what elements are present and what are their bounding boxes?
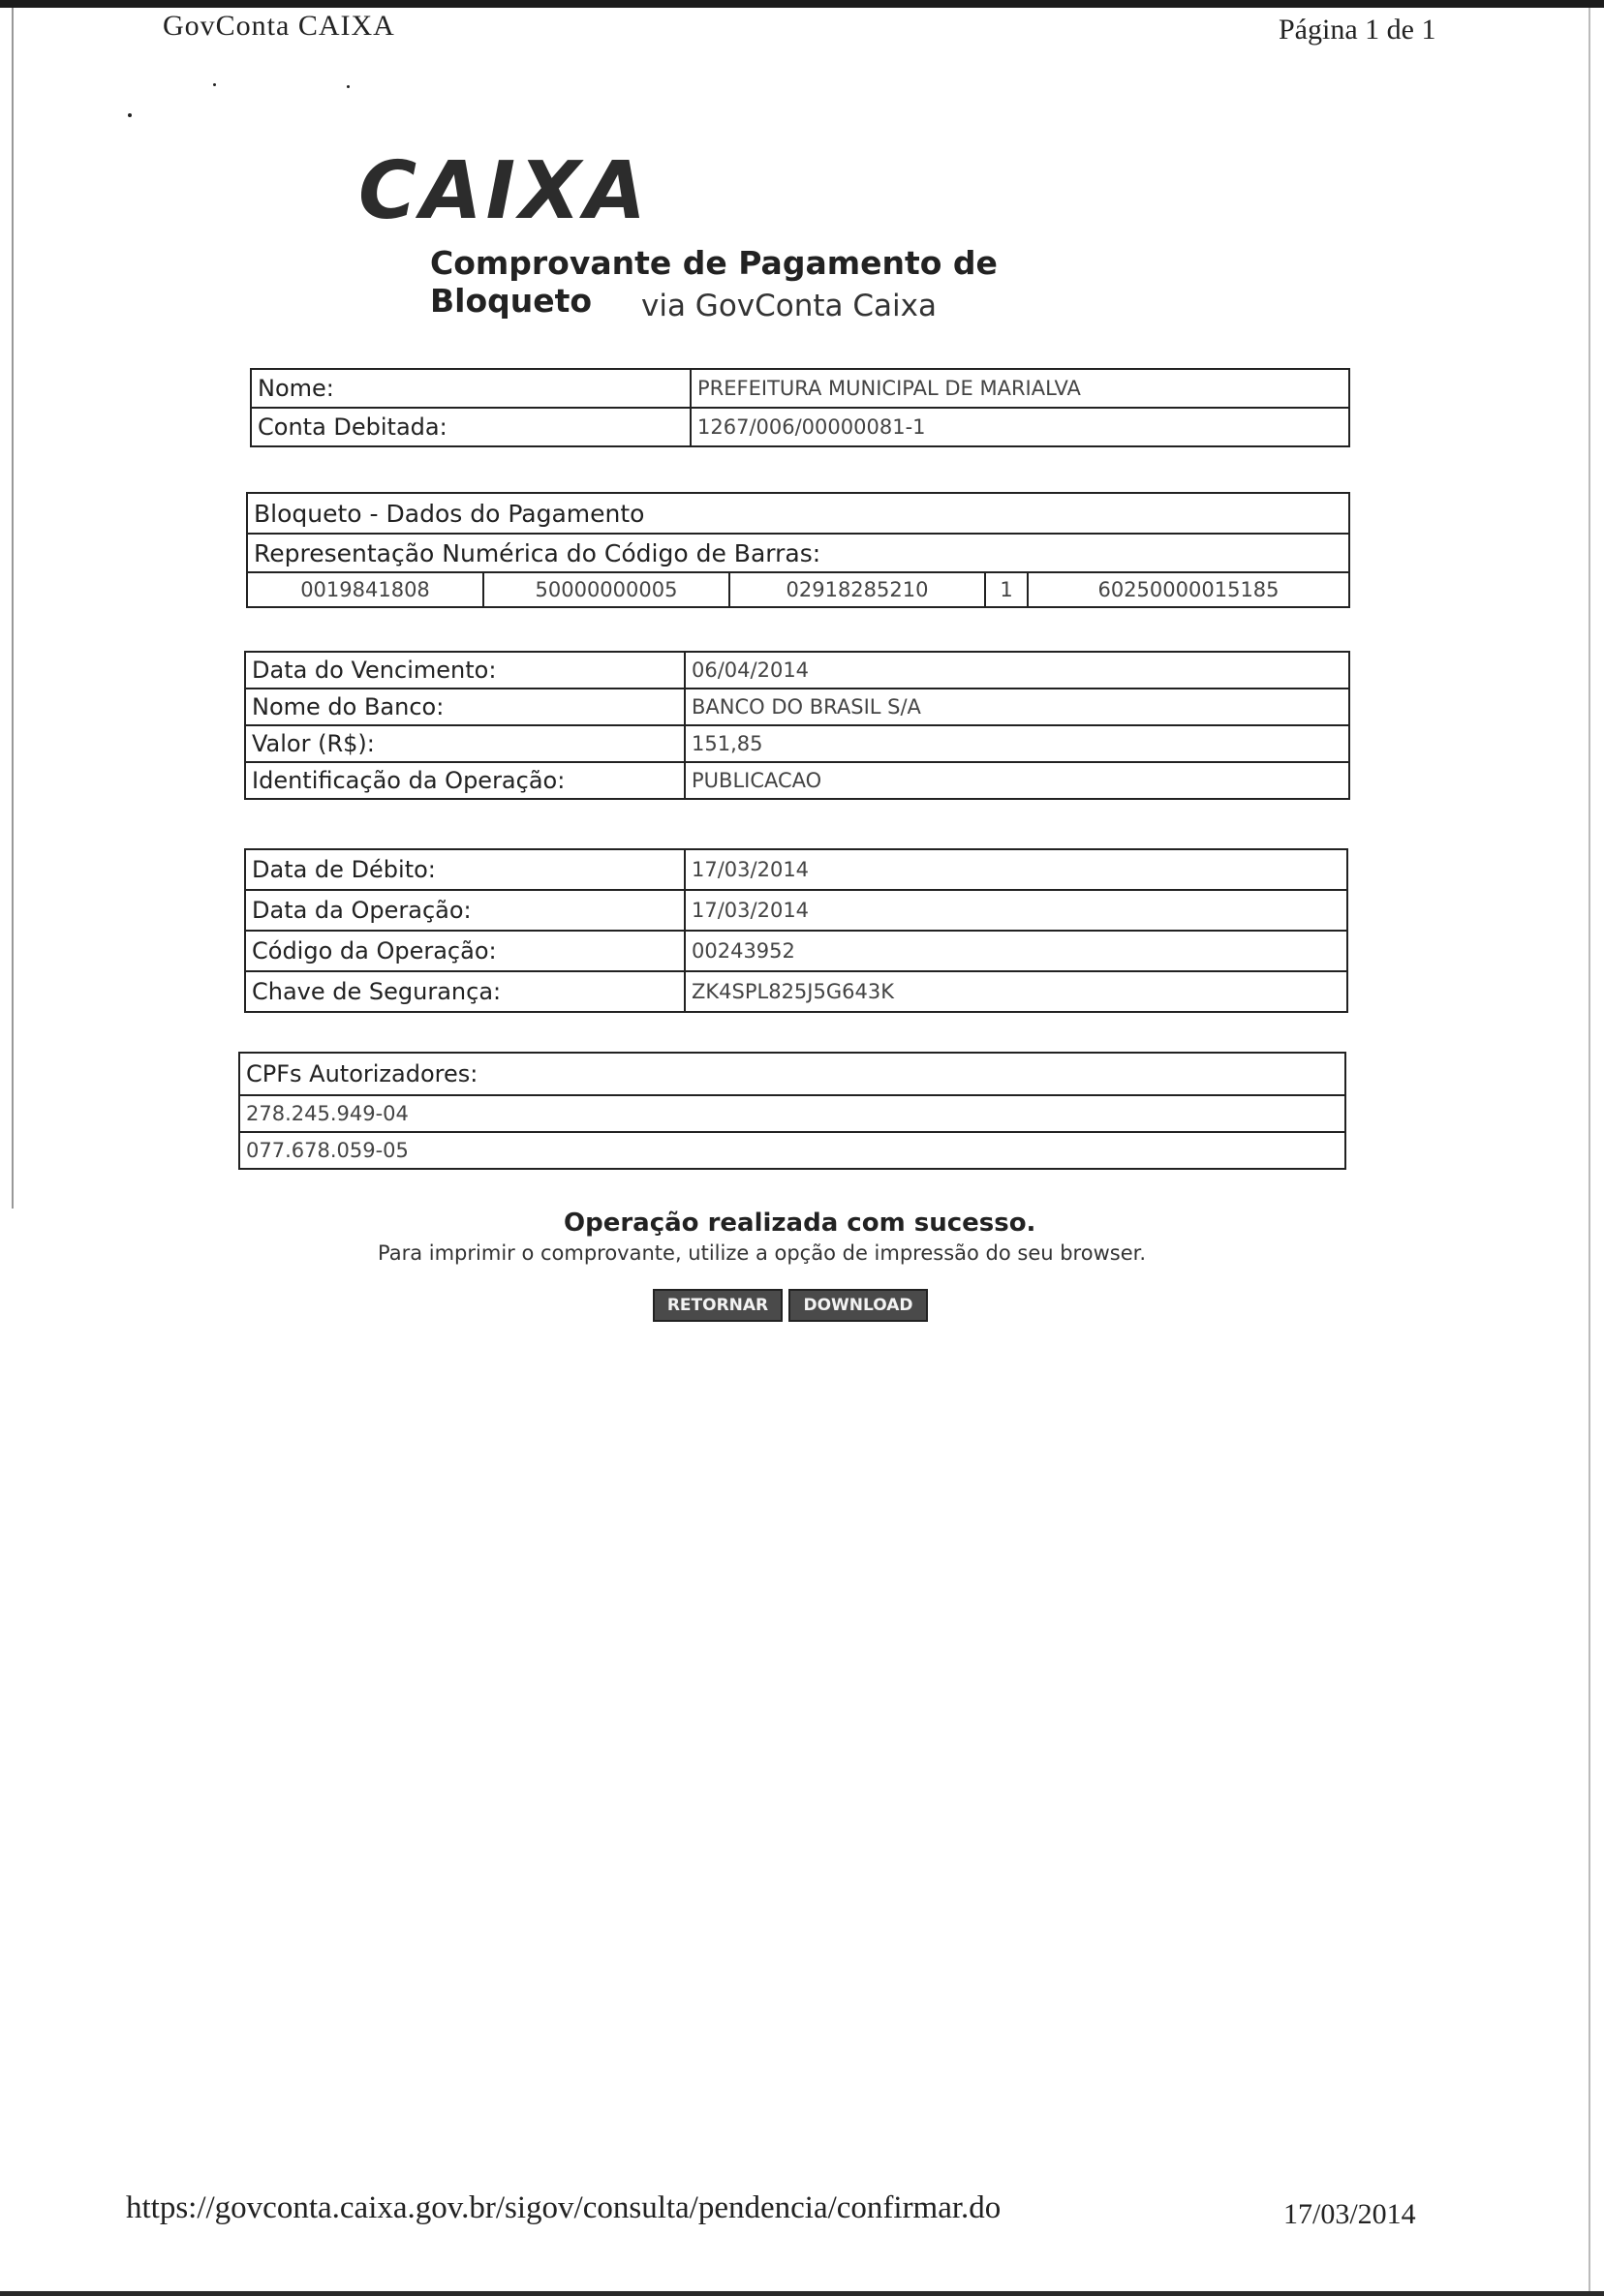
barcode-part: 02918285210 (729, 572, 985, 607)
page-title: Comprovante de Pagamento de Bloqueto (430, 244, 998, 320)
amount-value: 151,85 (685, 725, 1349, 762)
operation-id-value: PUBLICACAO (685, 762, 1349, 799)
operation-table (244, 848, 1348, 1013)
security-key-value: ZK4SPL825J5G643K (685, 971, 1347, 1012)
barcode-label: Representação Numérica do Código de Barras: (247, 534, 1349, 572)
print-hint: Para imprimir o comprovante, utilize a opção de impressão do seu browser. (378, 1241, 1146, 1265)
barcode-check-digit: 1 (985, 572, 1028, 607)
security-key-label: Chave de Segurança: (245, 971, 685, 1012)
name-value: PREFEITURA MUNICIPAL DE MARIALVA (691, 369, 1349, 408)
barcode-part: 50000000005 (483, 572, 729, 607)
footer-url: https://govconta.caixa.gov.br/sigov/consulta/pendencia/confirmar.do (126, 2190, 1002, 2225)
account-table (250, 368, 1350, 447)
barcode-row (247, 572, 1349, 607)
scan-bottom-edge (0, 2291, 1604, 2296)
scan-speck (128, 113, 132, 117)
debit-account-value: 1267/006/00000081-1 (691, 408, 1349, 446)
table-row (245, 849, 1347, 890)
cpfs-label: CPFs Autorizadores: (239, 1053, 1345, 1095)
cpf-value: 077.678.059-05 (239, 1132, 1345, 1169)
table-row (245, 971, 1347, 1012)
table-row (245, 652, 1349, 689)
download-button[interactable]: DOWNLOAD (788, 1289, 928, 1322)
debit-date-label: Data de Débito: (245, 849, 685, 890)
table-row (251, 408, 1349, 446)
due-date-value: 06/04/2014 (685, 652, 1349, 689)
table-row (245, 931, 1347, 971)
table-row (239, 1053, 1345, 1095)
table-row (245, 762, 1349, 799)
bank-name-value: BANCO DO BRASIL S/A (685, 689, 1349, 725)
table-row (251, 369, 1349, 408)
name-label: Nome: (251, 369, 691, 408)
page-subtitle: via GovConta Caixa (641, 289, 938, 323)
debit-date-value: 17/03/2014 (685, 849, 1347, 890)
table-row (245, 725, 1349, 762)
table-row (239, 1095, 1345, 1132)
success-message: Operação realizada com sucesso. (564, 1209, 1036, 1238)
payment-table (244, 651, 1350, 800)
scan-top-edge (0, 0, 1604, 8)
amount-label: Valor (R$): (245, 725, 685, 762)
table-row (239, 1132, 1345, 1169)
table-row (247, 534, 1349, 572)
operation-id-label: Identificação da Operação: (245, 762, 685, 799)
barcode-part: 60250000015185 (1028, 572, 1349, 607)
cpf-value: 278.245.949-04 (239, 1095, 1345, 1132)
scan-right-edge (1589, 8, 1590, 2296)
caixa-logo: CAIXA (358, 145, 650, 237)
due-date-label: Data do Vencimento: (245, 652, 685, 689)
bank-name-label: Nome do Banco: (245, 689, 685, 725)
scan-speck (347, 85, 350, 88)
debit-account-label: Conta Debitada: (251, 408, 691, 446)
operation-date-value: 17/03/2014 (685, 890, 1347, 931)
cpfs-table (238, 1052, 1346, 1170)
back-button[interactable]: RETORNAR (653, 1289, 783, 1322)
print-header-page-number: Página 1 de 1 (1279, 14, 1436, 46)
bloqueto-table (246, 492, 1350, 608)
scan-left-edge (12, 8, 14, 1209)
operation-date-label: Data da Operação: (245, 890, 685, 931)
bloqueto-section-title: Bloqueto - Dados do Pagamento (247, 493, 1349, 534)
footer-date: 17/03/2014 (1283, 2198, 1416, 2230)
operation-code-value: 00243952 (685, 931, 1347, 971)
operation-code-label: Código da Operação: (245, 931, 685, 971)
table-row (245, 890, 1347, 931)
table-row (245, 689, 1349, 725)
table-row (247, 493, 1349, 534)
print-header-title: GovConta CAIXA (163, 10, 395, 42)
scan-speck (213, 83, 216, 86)
barcode-part: 0019841808 (247, 572, 483, 607)
